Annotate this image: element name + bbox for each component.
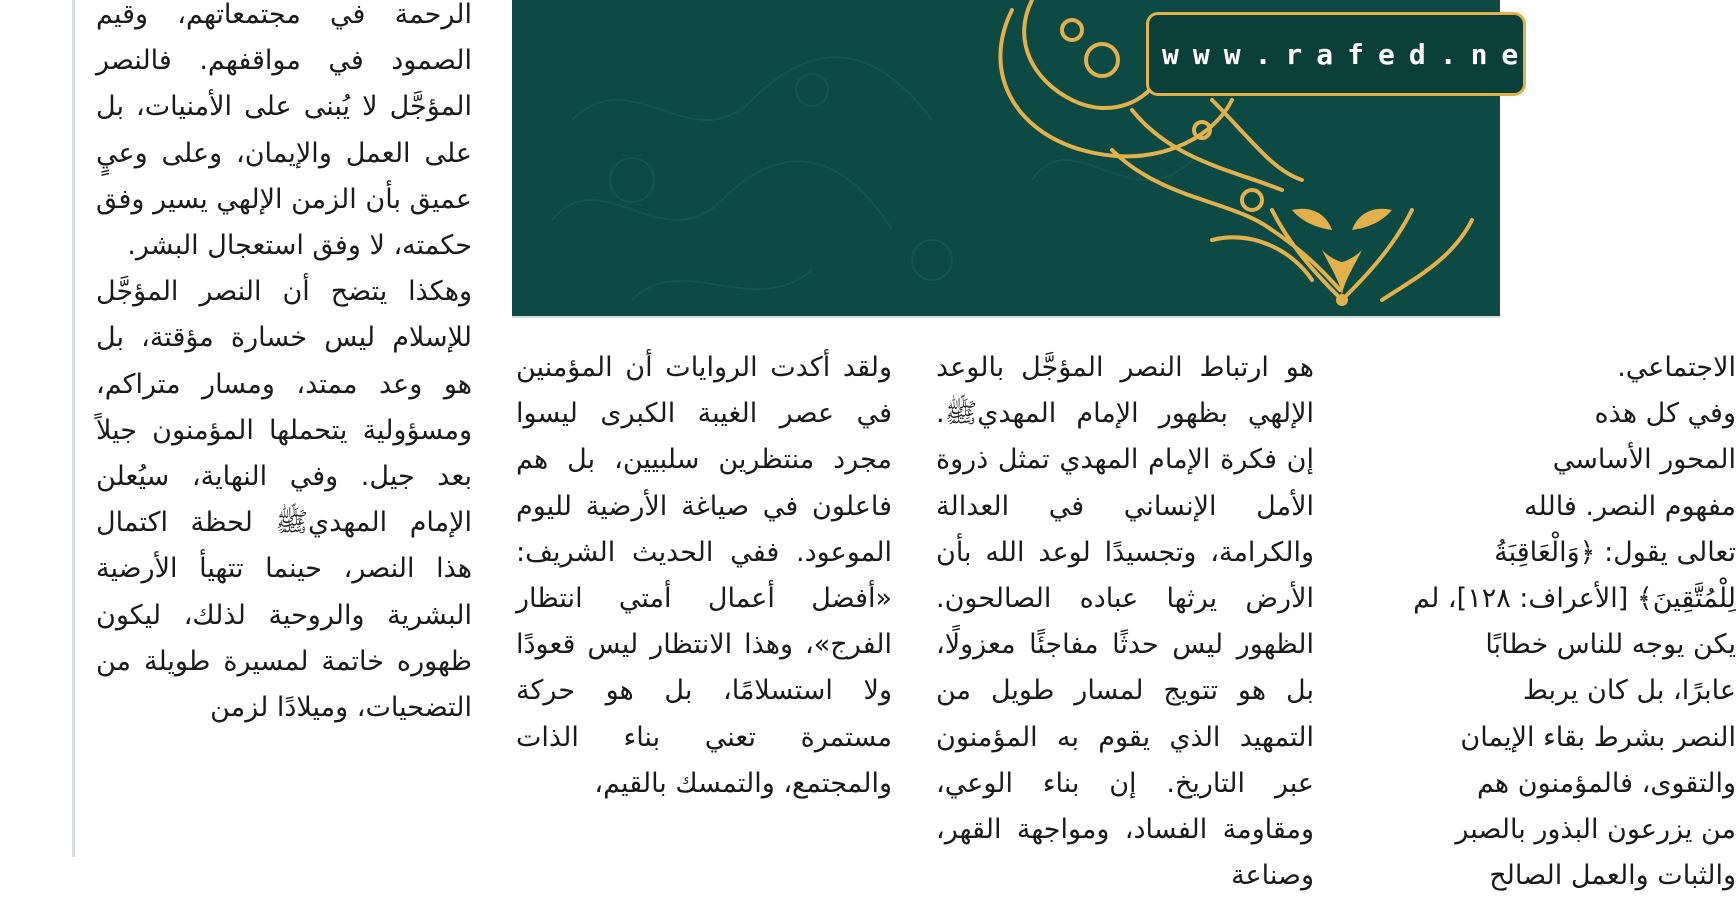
article-column-4-partial (1356, 345, 1736, 892)
article-line: الاجتماعي. (1617, 352, 1736, 383)
article-line: النصر بشرط بقاء الإيمان (1460, 721, 1736, 753)
article-line: من يزرعون البذور بالصبر (1455, 814, 1736, 846)
article-line: يكن يوجه للناس خطابًا (1485, 629, 1736, 661)
article-line: المحور الأساسي (1552, 444, 1736, 476)
article-line: مفهوم النصر. فالله (1524, 490, 1736, 522)
article-paragraph: ولقد أكدت الروايات أن المؤمنين في عصر الغيبة الكبرى ليسوا مجرد منتظرين سلبيين، بل هم فاعلون في صياغة الأرضية لليوم الموعود. ففي الحديث الشريف: «أفضل أعمال أمتي انتظار الفرج»، وهذا الانتظار ليس قعودًا ولا استسلامًا، بل هو حركة مستمرة تعني بناء الذات والمجتمع، والتمسك بالقيم، (516, 352, 892, 799)
article-column-1 (96, 0, 472, 857)
banner-url-text: www.rafed.net (1162, 38, 1564, 71)
article-paragraph: هو ارتباط النصر المؤجَّل بالوعد الإلهي بظهور الإمام المهديﷺ. إن فكرة الإمام المهدي تمثل ذروة الأمل الإنساني في العدالة والكرامة، وتجسيدًا لوعد الله بأن الأرض يرثها عباده الصالحون. الظهور ليس حدثًا مفاجئًا معزولًا، بل هو تتويج لمسار طويل من التمهيد الذي يقوم به المؤمنون عبر التاريخ. إن بناء الوعي، ومقاومة الفساد، ومواجهة القهر، وصناعة (936, 352, 1314, 892)
article-paragraph: الرحمة في مجتمعاتهم، وقيم الصمود في مواقفهم. فالنصر المؤجَّل لا يُبنى على الأمنيات، بل على العمل والإيمان، وعلى وعيٍ عميق بأن الزمن الإلهي يسير وفق حكمته، لا وفق استعجال البشر. (96, 0, 472, 262)
article-line: والتقوى، فالمؤمنون هم (1476, 767, 1736, 799)
article-line: والثبات والعمل الصالح (1489, 860, 1736, 892)
page-left-margin (0, 0, 72, 857)
article-line: عابرًا، بل كان يربط (1522, 675, 1736, 707)
article-line: لِلْمُتَّقِينَ﴾ [الأعراف: ١٢٨]، لم (1413, 583, 1736, 615)
article-line: تعالى يقول: ﴿وَالْعَاقِبَةُ (1494, 536, 1736, 568)
article-column-3 (936, 345, 1314, 892)
article-column-2 (516, 345, 892, 857)
article-paragraph: وهكذا يتضح أن النصر المؤجَّل للإسلام ليس خسارة مؤقتة، بل هو وعد ممتد، ومسار متراكم، ومسؤولية يتحملها المؤمنون جيلاً بعد جيل. وفي النهاية، سيُعلن الإمام المهديﷺ لحظة اكتمال هذا النصر، حينما تتهيأ الأرضية البشرية والروحية لذلك، ليكون ظهوره خاتمة لمسيرة طويلة من التضحيات، وميلادًا لزمن (96, 276, 472, 724)
article-line: وفي كل هذه (1594, 398, 1736, 430)
page-edge-divider (72, 0, 75, 857)
